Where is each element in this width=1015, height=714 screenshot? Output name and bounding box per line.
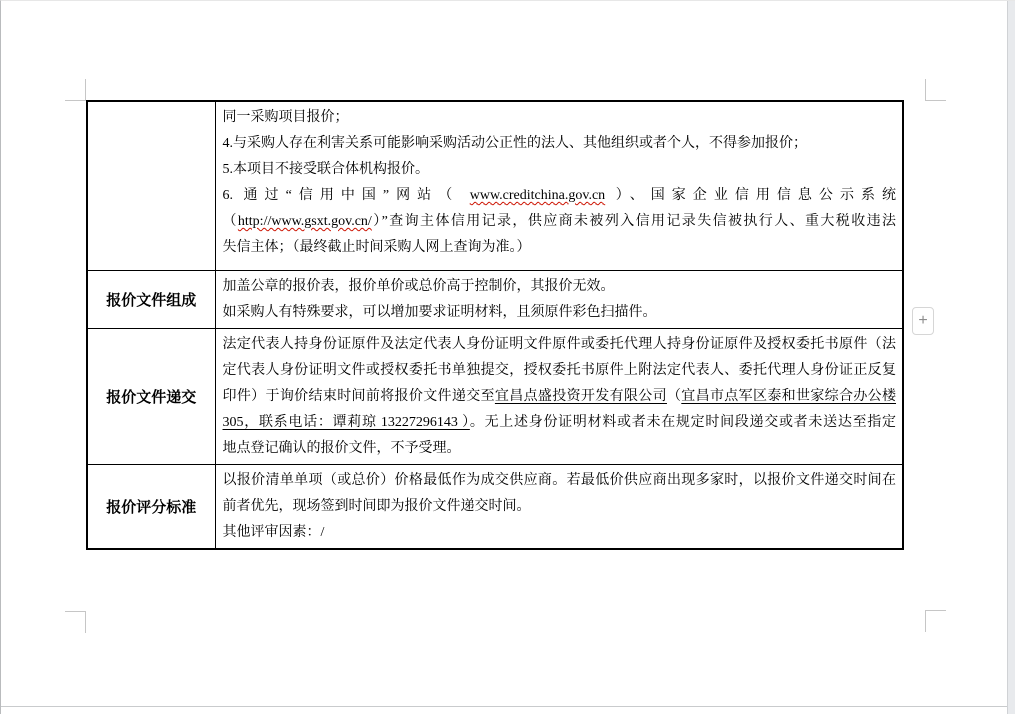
text-line: [223, 494, 897, 520]
text-segment: 加盖公章的报价表，报价单价或总价高于控制价，其报价无效。: [222, 278, 615, 294]
table-row: [87, 464, 903, 549]
text-segment: 印件）于询价结束时间前将报价文件递交至: [222, 388, 495, 404]
text-segment: 地点登记确认的报价文件，不予受理。: [222, 440, 461, 456]
text-line: [223, 468, 897, 494]
text-line: [223, 235, 897, 261]
margin-crop-mark-bottom-right: [925, 610, 946, 632]
text-segment: ）、国家企业信用信息公示系统: [605, 188, 897, 203]
text-segment: （: [666, 388, 682, 404]
text-segment: ）”查询主体信用记录，供应商未被列入信用记录失信被执行人、重大税收违法: [371, 214, 896, 229]
underlined-text: 宜昌市点军区泰和世家综合办公楼: [681, 388, 897, 404]
text-line: [223, 274, 897, 300]
text-line: [223, 157, 897, 183]
underlined-text: 宜昌点盛投资开发有限公司: [494, 388, 667, 404]
underlined-text: 305，联系电话：谭莉琼 13227296143 ）: [222, 414, 470, 430]
scrollbar-track[interactable]: [1007, 1, 1015, 714]
table-row: [87, 270, 903, 328]
text-segment: 4.与采购人存在利害关系可能影响采购活动公正性的法人、其他组织或者个人，不得参加报价；: [222, 136, 807, 151]
text-segment: 前者优先，现场签到时间即为报价文件递交时间。: [222, 498, 531, 514]
text-segment: 以报价清单单项（或总价）价格最低作为成交供应商。若最低价供应商出现多家时，以报价文件递交时间在: [222, 472, 896, 488]
text-segment: 法定代表人持身份证原件及法定代表人身份证明文件原件或委托代理人持身份证原件及授权委托书原件（法: [222, 336, 896, 352]
text-line: [223, 384, 897, 410]
text-segment: 如采购人有特殊要求，可以增加要求证明材料，且须原件彩色扫描件。: [222, 304, 657, 320]
url-text-spellcheck: www.creditchina.gov.cn: [469, 188, 606, 203]
row-header-cell: 报价文件组成: [87, 270, 215, 328]
page-bottom-divider: [1, 706, 1007, 707]
text-segment: 其他评审因素：/: [222, 524, 325, 540]
text-line: [223, 300, 897, 326]
margin-crop-mark-top-right: [925, 79, 946, 101]
text-line: [223, 105, 897, 131]
text-line: [223, 520, 897, 546]
row-content-cell: [215, 464, 903, 549]
plus-button[interactable]: [912, 307, 934, 335]
table-row: [87, 328, 903, 464]
text-segment: （: [222, 214, 238, 229]
text-line: [223, 332, 897, 358]
text-line: [223, 410, 897, 436]
margin-crop-mark-top-left: [65, 79, 86, 101]
row-content-cell: [215, 270, 903, 328]
text-line: [223, 183, 897, 209]
text-segment: 定代表人身份证明文件或授权委托书单独提交，授权委托书原件上附法定代表人、委托代理人身份证正反复: [222, 362, 896, 378]
text-segment: 6. 通过“信用中国”网站（: [222, 188, 470, 203]
row-header-cell: [87, 101, 215, 270]
text-segment: 5.本项目不接受联合体机构报价。: [222, 162, 429, 177]
procurement-info-table: [86, 100, 904, 550]
text-segment: 失信主体；（最终截止时间采购人网上查询为准。）: [222, 240, 531, 255]
plus-icon: +: [918, 312, 928, 329]
row-content-cell: [215, 328, 903, 464]
margin-crop-mark-bottom-left: [65, 611, 86, 633]
row-header-cell: 报价文件递交: [87, 328, 215, 464]
text-line: [223, 436, 897, 462]
text-segment: 。无上述身份证明材料或者未在规定时间段递交或者未送达至指定: [469, 414, 897, 430]
url-text-spellcheck: http://www.gsxt.gov.cn/: [237, 214, 372, 229]
row-content-cell: [215, 101, 903, 270]
row-header-cell: 报价评分标准: [87, 464, 215, 549]
text-line: [223, 358, 897, 384]
text-line: [223, 131, 897, 157]
doc-table-body: [87, 101, 903, 549]
table-row: [87, 101, 903, 270]
text-segment: 同一采购项目报价；: [222, 110, 349, 125]
text-line: [223, 209, 897, 235]
